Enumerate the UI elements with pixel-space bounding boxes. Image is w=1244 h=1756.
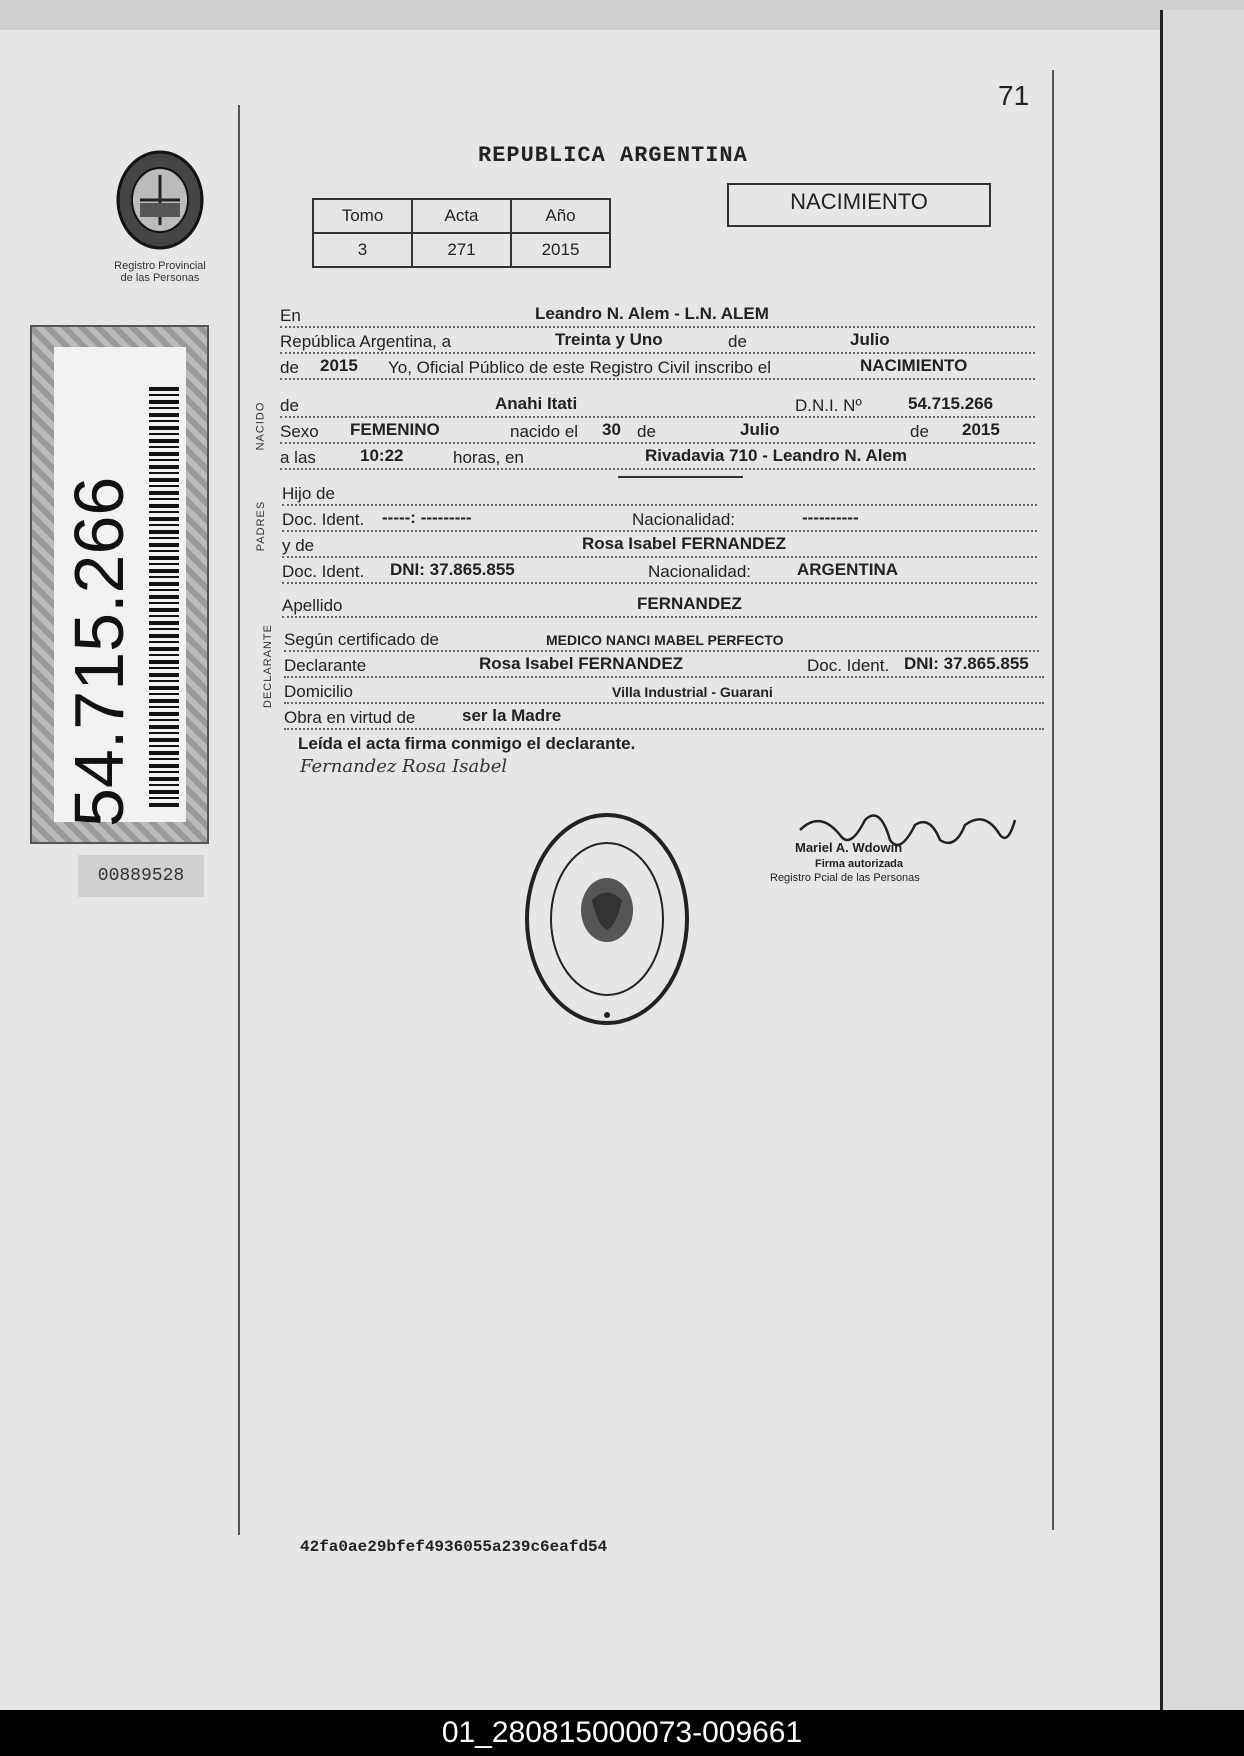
official-seal <box>522 810 692 1028</box>
value-name: Anahi Itati <box>495 394 578 413</box>
leida-text: Leída el acta firma conmigo el declarante. <box>298 734 636 753</box>
row-segun <box>284 624 1039 652</box>
value-hour: 10:22 <box>360 446 404 465</box>
value-apellido: FERNANDEZ <box>637 594 742 613</box>
label-horas: horas, en <box>453 448 524 467</box>
value-inscribo: NACIMIENTO <box>860 356 968 375</box>
row-hora <box>280 442 1035 470</box>
label-nacido: nacido el <box>510 422 579 441</box>
oficial-text: Yo, Oficial Público de este Registro Civil inscribo el <box>388 358 771 377</box>
value-acta: 271 <box>412 233 511 267</box>
serial-number: 00889528 <box>78 855 204 897</box>
row-name <box>280 390 1035 418</box>
row-en <box>280 300 1035 328</box>
row-obra <box>284 702 1044 730</box>
value-dni: 54.715.266 <box>908 394 994 413</box>
label-declarante-doc: Doc. Ident. <box>807 656 890 675</box>
label-a-las: a las <box>280 448 316 467</box>
value-birth-year: 2015 <box>962 420 1000 439</box>
label-mother-nac: Nacionalidad: <box>648 562 752 581</box>
row-hijo <box>282 478 1037 506</box>
header-tomo: Tomo <box>313 199 412 233</box>
header-ano: Año <box>511 199 610 233</box>
coat-of-arms-icon <box>100 145 220 255</box>
value-en: Leandro N. Alem - L.N. ALEM <box>535 304 769 323</box>
value-father-doc: -----: --------- <box>382 508 472 527</box>
bottom-file-code: 01_280815000073-009661 <box>441 1716 803 1749</box>
row-sexo <box>280 416 1035 444</box>
label-segun: Según certificado de <box>284 630 439 649</box>
label-en: En <box>280 306 301 325</box>
page-number: 71 <box>998 80 1030 111</box>
label-de-birth-year: de <box>910 422 929 441</box>
header-acta: Acta <box>412 199 511 233</box>
label-de-year: de <box>280 358 299 377</box>
registry-table <box>312 198 611 268</box>
side-label-padres: PADRES <box>255 500 268 552</box>
row-declarante <box>284 650 1044 678</box>
barcode-bars <box>149 387 179 807</box>
label-domicilio: Domicilio <box>284 682 353 701</box>
row-apellido <box>282 590 1037 618</box>
value-month: Julio <box>850 330 890 349</box>
value-ano: 2015 <box>511 233 610 267</box>
barcode-sticker <box>30 325 209 844</box>
value-segun: MEDICO NANCI MABEL PERFECTO <box>546 632 784 648</box>
value-place: Rivadavia 710 - Leandro N. Alem <box>645 446 908 465</box>
label-de-birth: de <box>637 422 656 441</box>
value-domicilio: Villa Industrial - Guarani <box>612 684 773 700</box>
value-tomo: 3 <box>313 233 412 267</box>
right-margin-line <box>1052 70 1054 1530</box>
officer-office: Registro Pcial de las Personas <box>770 872 920 884</box>
value-father-nac: ---------- <box>802 508 859 527</box>
value-birth-month: Julio <box>740 420 780 439</box>
value-obra: ser la Madre <box>462 706 562 725</box>
label-sexo: Sexo <box>280 422 319 441</box>
value-declarante-doc: DNI: 37.865.855 <box>904 654 1029 673</box>
value-day: Treinta y Uno <box>555 330 663 349</box>
document-hash: 42fa0ae29bfef4936055a239c6eafd54 <box>300 1538 608 1556</box>
left-margin-line <box>238 105 240 1535</box>
act-type-box: NACIMIENTO <box>727 183 991 227</box>
row-mother <box>282 530 1037 558</box>
label-de: de <box>728 332 747 351</box>
logo-caption-2: de las Personas <box>120 272 200 284</box>
barcode-number: 54.715.266 <box>60 476 138 827</box>
label-father-doc: Doc. Ident. <box>282 510 365 529</box>
row-mother-doc <box>282 556 1037 584</box>
officer-signature <box>770 800 1020 890</box>
value-mother-name: Rosa Isabel FERNANDEZ <box>582 534 787 553</box>
next-page-edge <box>1160 10 1244 1710</box>
label-declarante: Declarante <box>284 656 367 675</box>
document-title: REPUBLICA ARGENTINA <box>478 143 748 168</box>
logo-caption-1: Registro Provincial <box>114 260 206 272</box>
value-birth-day: 30 <box>602 420 621 439</box>
officer-role: Firma autorizada <box>815 858 904 870</box>
barcode-label <box>54 347 186 827</box>
value-declarante: Rosa Isabel FERNANDEZ <box>479 654 684 673</box>
label-father-nac: Nacionalidad: <box>632 510 736 529</box>
province-logo <box>100 145 220 285</box>
label-mother-doc: Doc. Ident. <box>282 562 365 581</box>
value-sexo: FEMENINO <box>350 420 440 439</box>
declarant-handwritten-signature: Fernandez Rosa Isabel <box>300 756 508 777</box>
row-father-doc <box>282 504 1037 532</box>
label-hijo: Hijo de <box>282 484 335 503</box>
label-obra: Obra en virtud de <box>284 708 416 727</box>
label-de-name: de <box>280 396 299 415</box>
officer-name: Mariel A. Wdowin <box>795 840 903 855</box>
label-y-de: y de <box>282 536 315 555</box>
row-domicilio <box>284 676 1044 704</box>
label-apellido: Apellido <box>282 596 343 615</box>
row-republica <box>280 326 1035 354</box>
row-oficial <box>280 352 1035 380</box>
value-year: 2015 <box>320 356 358 375</box>
value-mother-nac: ARGENTINA <box>797 560 899 579</box>
label-dni: D.N.I. Nº <box>795 396 862 415</box>
label-republica: República Argentina, a <box>280 332 452 351</box>
seal-icon <box>522 810 692 1028</box>
side-label-nacido: NACIDO <box>254 401 267 451</box>
value-mother-doc: DNI: 37.865.855 <box>390 560 515 579</box>
side-label-declarante: DECLARANTE <box>261 624 274 708</box>
